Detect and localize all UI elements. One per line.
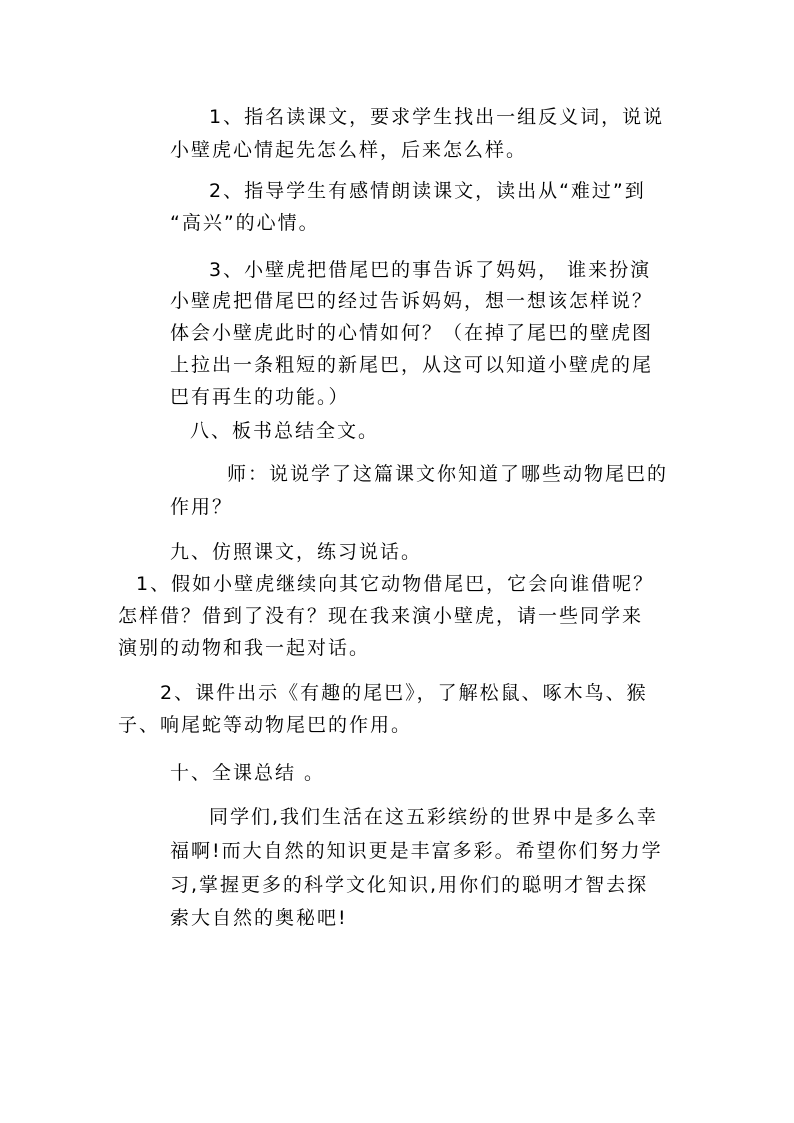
section-10-heading: 十、全课总结 。 [170,762,326,784]
p3-line1: 3、小壁虎把借尾巴的事告诉了妈妈， 谁来扮演 [209,259,652,281]
s9-item2-line2: 子、响尾蛇等动物尾巴的作用。 [118,714,413,736]
teacher-line1: 师：说说学了这篇课文你知道了哪些动物尾巴的 [227,463,669,485]
s9-item1-line1: 1、假如小壁虎继续向其它动物借尾巴，它会向谁借呢？ [136,573,655,595]
s9-item1-line3: 演别的动物和我一起对话。 [118,637,371,659]
p3-line3: 体会小壁虎此时的心情如何？（在掉了尾巴的壁虎图 [170,322,654,344]
section-9-heading: 九、仿照课文，练习说话。 [170,541,423,563]
closing-line3: 习,掌握更多的科学文化知识,用你们的聪明才智去探 [170,874,649,896]
s9-item2-line1: 2、课件出示《有趣的尾巴》，了解松鼠、啄木鸟、猴 [160,682,648,704]
closing-line1: 同学们,我们生活在这五彩缤纷的世界中是多么幸 [209,806,659,828]
closing-line4: 索大自然的奥秘吧! [170,907,348,929]
p1-line2: 小壁虎心情起先怎么样，后来怎么样。 [170,139,528,161]
p2-line1: 2、指导学生有感情朗读课文，读出从“难过”到 [209,180,646,202]
s9-item1-line2: 怎样借？借到了没有？现在我来演小壁虎，请一些同学来 [118,605,644,627]
teacher-line2: 作用？ [170,496,234,518]
p3-line5: 巴有再生的功能。） [170,386,350,408]
p3-line4: 上拉出一条粗短的新尾巴，从这可以知道小壁虎的尾 [170,354,654,376]
section-8-heading: 八、板书总结全文。 [190,420,380,442]
p3-line2: 小壁虎把借尾巴的经过告诉妈妈，想一想该怎样说？ [170,290,654,312]
p2-line2: “高兴”的心情。 [170,212,320,234]
p1-line1: 1、指名读课文，要求学生找出一组反义词，说说 [209,106,665,128]
closing-line2: 福啊!而大自然的知识更是丰富多彩。希望你们努力学 [170,840,663,862]
